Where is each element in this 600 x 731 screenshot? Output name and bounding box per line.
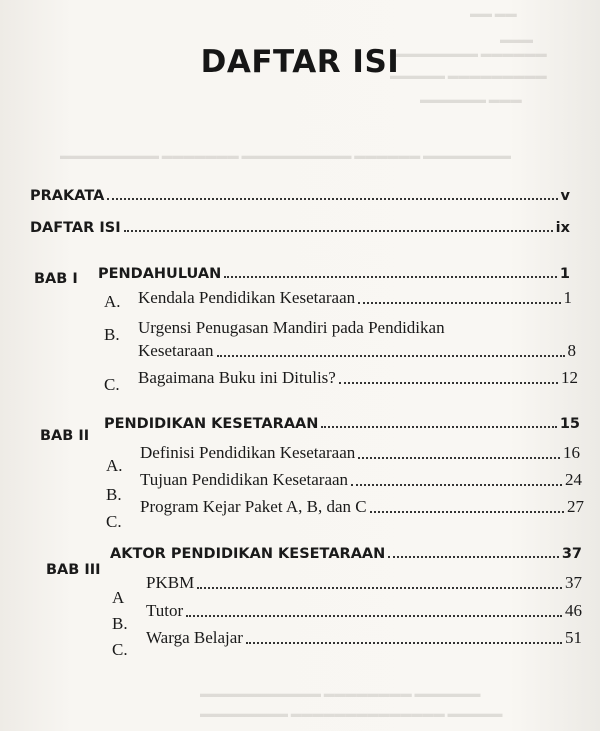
dot-leader xyxy=(351,484,562,486)
toc-section-entry[interactable] xyxy=(138,288,572,308)
dot-leader xyxy=(197,587,562,589)
dot-leader xyxy=(186,615,562,617)
toc-section-entry[interactable] xyxy=(140,470,582,490)
bleed-through-text: ▬▬▬▬▬▬▬▬▬ ▬▬▬▬▬▬▬ ▬▬▬▬▬▬▬▬▬▬ ▬▬▬▬▬▬ ▬▬▬▬▬▬▬▬ xyxy=(60,150,511,162)
dot-leader xyxy=(358,457,560,459)
bleed-through-text: ▬▬▬▬▬▬ ▬▬▬ xyxy=(420,94,522,106)
section-title: Bagaimana Buku ini Ditulis? xyxy=(138,368,336,387)
toc-section-entry[interactable] xyxy=(140,497,584,517)
toc-section-entry[interactable] xyxy=(138,341,576,361)
dot-leader xyxy=(224,276,557,278)
section-title: Warga Belajar xyxy=(146,628,243,647)
section-letter: C. xyxy=(112,640,128,659)
chapter-title: AKTOR PENDIDIKAN KESETARAAN xyxy=(110,546,386,562)
section-title: Kendala Pendidikan Kesetaraan xyxy=(138,288,356,307)
section-title: Tutor xyxy=(146,601,184,620)
toc-chapter-entry[interactable] xyxy=(110,546,582,562)
toc-page-number: 12 xyxy=(561,368,578,387)
section-letter: B. xyxy=(106,485,122,504)
section-letter: C. xyxy=(106,512,122,531)
section-letter: A. xyxy=(104,292,121,311)
dot-leader xyxy=(124,230,553,232)
toc-page-number: 24 xyxy=(565,470,582,489)
toc-section-entry[interactable] xyxy=(146,628,582,648)
bleed-through-text: ▬▬▬▬▬▬▬▬ ▬▬▬▬▬▬▬▬▬▬▬▬▬▬ ▬▬▬▬▬ xyxy=(200,708,503,720)
bleed-through-text: ▬▬▬ xyxy=(500,34,533,46)
toc-section-entry[interactable] xyxy=(138,368,578,388)
chapter-title: PENDIDIKAN KESETARAAN xyxy=(104,416,319,432)
toc-section-entry[interactable] xyxy=(146,601,582,621)
section-letter: B. xyxy=(112,614,128,633)
toc-entry-label: PRAKATA xyxy=(30,188,105,204)
dot-leader xyxy=(370,511,564,513)
section-title: Program Kejar Paket A, B, dan C xyxy=(140,497,367,516)
dot-leader xyxy=(339,382,558,384)
bleed-through-text: ▬▬▬▬▬ ▬▬▬▬▬▬▬▬▬ xyxy=(390,70,547,82)
toc-page-number: 46 xyxy=(565,601,582,620)
section-title: PKBM xyxy=(146,573,195,592)
section-title: Kesetaraan xyxy=(138,341,214,360)
toc-section-entry[interactable] xyxy=(146,573,582,593)
toc-page-number: 1 xyxy=(559,266,570,282)
section-letter: C. xyxy=(104,375,120,394)
toc-page-number: 15 xyxy=(559,416,580,432)
chapter-number: BAB III xyxy=(46,562,101,578)
bleed-through-text: ▬▬ ▬▬ xyxy=(470,8,517,20)
dot-leader xyxy=(321,426,556,428)
toc-section-entry[interactable] xyxy=(140,443,580,463)
dot-leader xyxy=(358,302,560,304)
bleed-through-text: ▬▬▬▬▬▬▬▬▬▬▬ ▬▬▬▬▬▬▬▬ ▬▬▬▬▬▬ xyxy=(200,688,481,700)
toc-page-number: 27 xyxy=(567,497,584,516)
toc-page-number: 37 xyxy=(561,546,582,562)
toc-chapter-entry[interactable] xyxy=(98,266,570,282)
toc-page-number: ix xyxy=(555,220,570,236)
toc-page-number: 51 xyxy=(565,628,582,647)
toc-entry-daftar-isi[interactable] xyxy=(30,220,570,236)
toc-chapter-entry[interactable] xyxy=(104,416,580,432)
toc-page-number: 1 xyxy=(563,288,572,307)
section-letter: B. xyxy=(104,325,120,344)
toc-page-number: v xyxy=(560,188,570,204)
toc-page-number: 37 xyxy=(565,573,582,592)
section-title: Tujuan Pendidikan Kesetaraan xyxy=(140,470,349,489)
section-title: Definisi Pendidikan Kesetaraan xyxy=(140,443,356,462)
section-letter: A. xyxy=(106,456,123,475)
toc-page-number: 16 xyxy=(563,443,580,462)
section-title-line: Urgensi Penugasan Mandiri pada Pendidikan xyxy=(138,318,445,337)
section-letter: A xyxy=(112,588,125,607)
dot-leader xyxy=(217,355,565,357)
toc-entry-label: DAFTAR ISI xyxy=(30,220,121,236)
page-title: DAFTAR ISI xyxy=(200,44,400,80)
chapter-number: BAB II xyxy=(40,428,90,444)
dot-leader xyxy=(388,556,559,558)
toc-page-number: 8 xyxy=(567,341,576,360)
bleed-through-text: ▬▬▬▬▬▬▬▬ ▬▬▬▬▬▬ xyxy=(390,48,547,60)
chapter-number: BAB I xyxy=(34,271,78,287)
chapter-title: PENDAHULUAN xyxy=(98,266,222,282)
dot-leader xyxy=(107,198,557,200)
toc-entry-prakata[interactable] xyxy=(30,188,570,204)
dot-leader xyxy=(246,642,562,644)
